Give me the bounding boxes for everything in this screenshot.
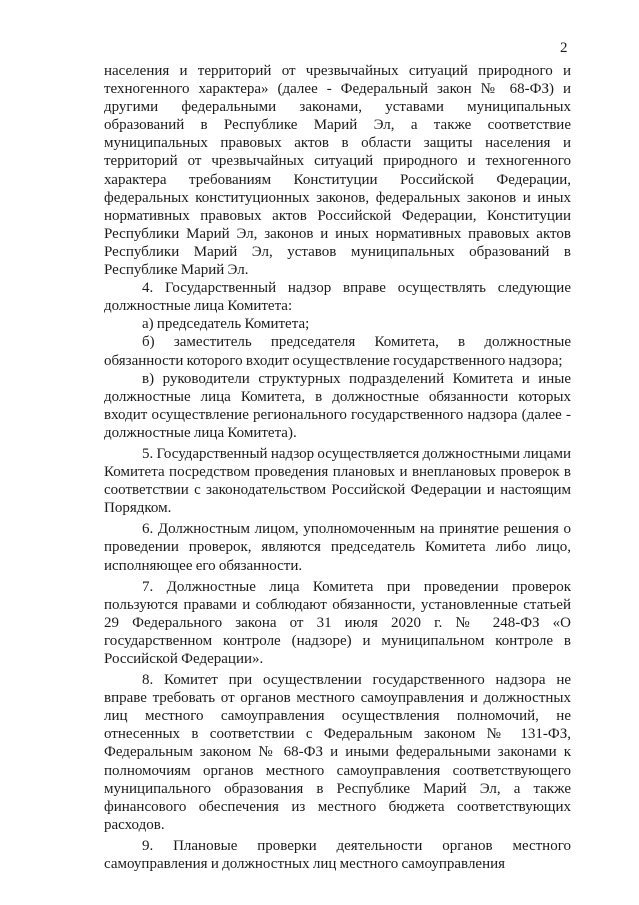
page-number: 2 [560,40,568,56]
paragraph-item-4: 4. Государственный надзор вправе осуществлять следующие должностные лица Комитета: [104,280,571,315]
paragraph-item-9: 9. Плановые проверки деятельности органов местного самоуправления и должностных лиц местного самоуправления [104,837,571,873]
paragraph-item-6: 6. Должностным лицом, уполномоченным на принятие решения о проведении проверок, являются председатель Комитета либо лицо, исполняющее его обязанности. [104,521,571,574]
paragraph-subitem-b: б) заместитель председателя Комитета, в должностные обязанности которого входит осуществление государственного надзора; [104,334,571,369]
document-body [104,62,571,873]
paragraph-continuation: населения и территорий от чрезвычайных ситуаций природного и техногенного характера» (далее - Федеральный закон № 68-ФЗ) и другими федеральными законами, уставами муниципальных образований в Республике Марий Эл, а также соответствие муниципальных правовых актов в области защиты населения и территорий от чрезвычайных ситуаций природного и техногенного характера требованиям Конституции Российской Федерации, федеральных конституционных законов, федеральных законов и иных нормативных правовых актов Российской Федерации, Конституции Республики Марий Эл, законов и иных нормативных правовых актов Республики Марий Эл, уставов муниципальных образований в Республике Марий Эл. [104,63,571,279]
paragraph-item-8: 8. Комитет при осуществлении государственного надзора не вправе требовать от органов местного самоуправления и должностных лиц местного самоуправления осуществления полномочий, не отнесенных в соответствии с Федеральным законом № 131-ФЗ, Федеральным законом № 68-ФЗ и иными федеральными законами к полномочиям органов местного самоуправления соответствующего муниципального образования в Республике Марий Эл, а также финансового обеспечения из местного бюджета соответствующих расходов. [104,672,571,833]
paragraph-subitem-v: в) руководители структурных подразделений Комитета и иные должностные лица Комитета, в должностные обязанности которых входит осуществление регионального государственного надзора (далее - должностные лица Комитета). [104,370,571,441]
paragraph-item-7: 7. Должностные лица Комитета при проведении проверок пользуются правами и соблюдают обязанности, установленные статьей 29 Федерального закона от 31 июля 2020 г. № 248-ФЗ «О государственном контроле (надзоре) и муниципальном контроле в Российской Федерации». [104,578,571,667]
paragraph-subitem-a: а) председатель Комитета; [142,316,310,333]
paragraph-item-5: 5. Государственный надзор осуществляется должностными лицами Комитета посредством проведения плановых и внеплановых проверок в соответствии с законодательством Российской Федерации и настоящим Порядком. [104,445,571,517]
